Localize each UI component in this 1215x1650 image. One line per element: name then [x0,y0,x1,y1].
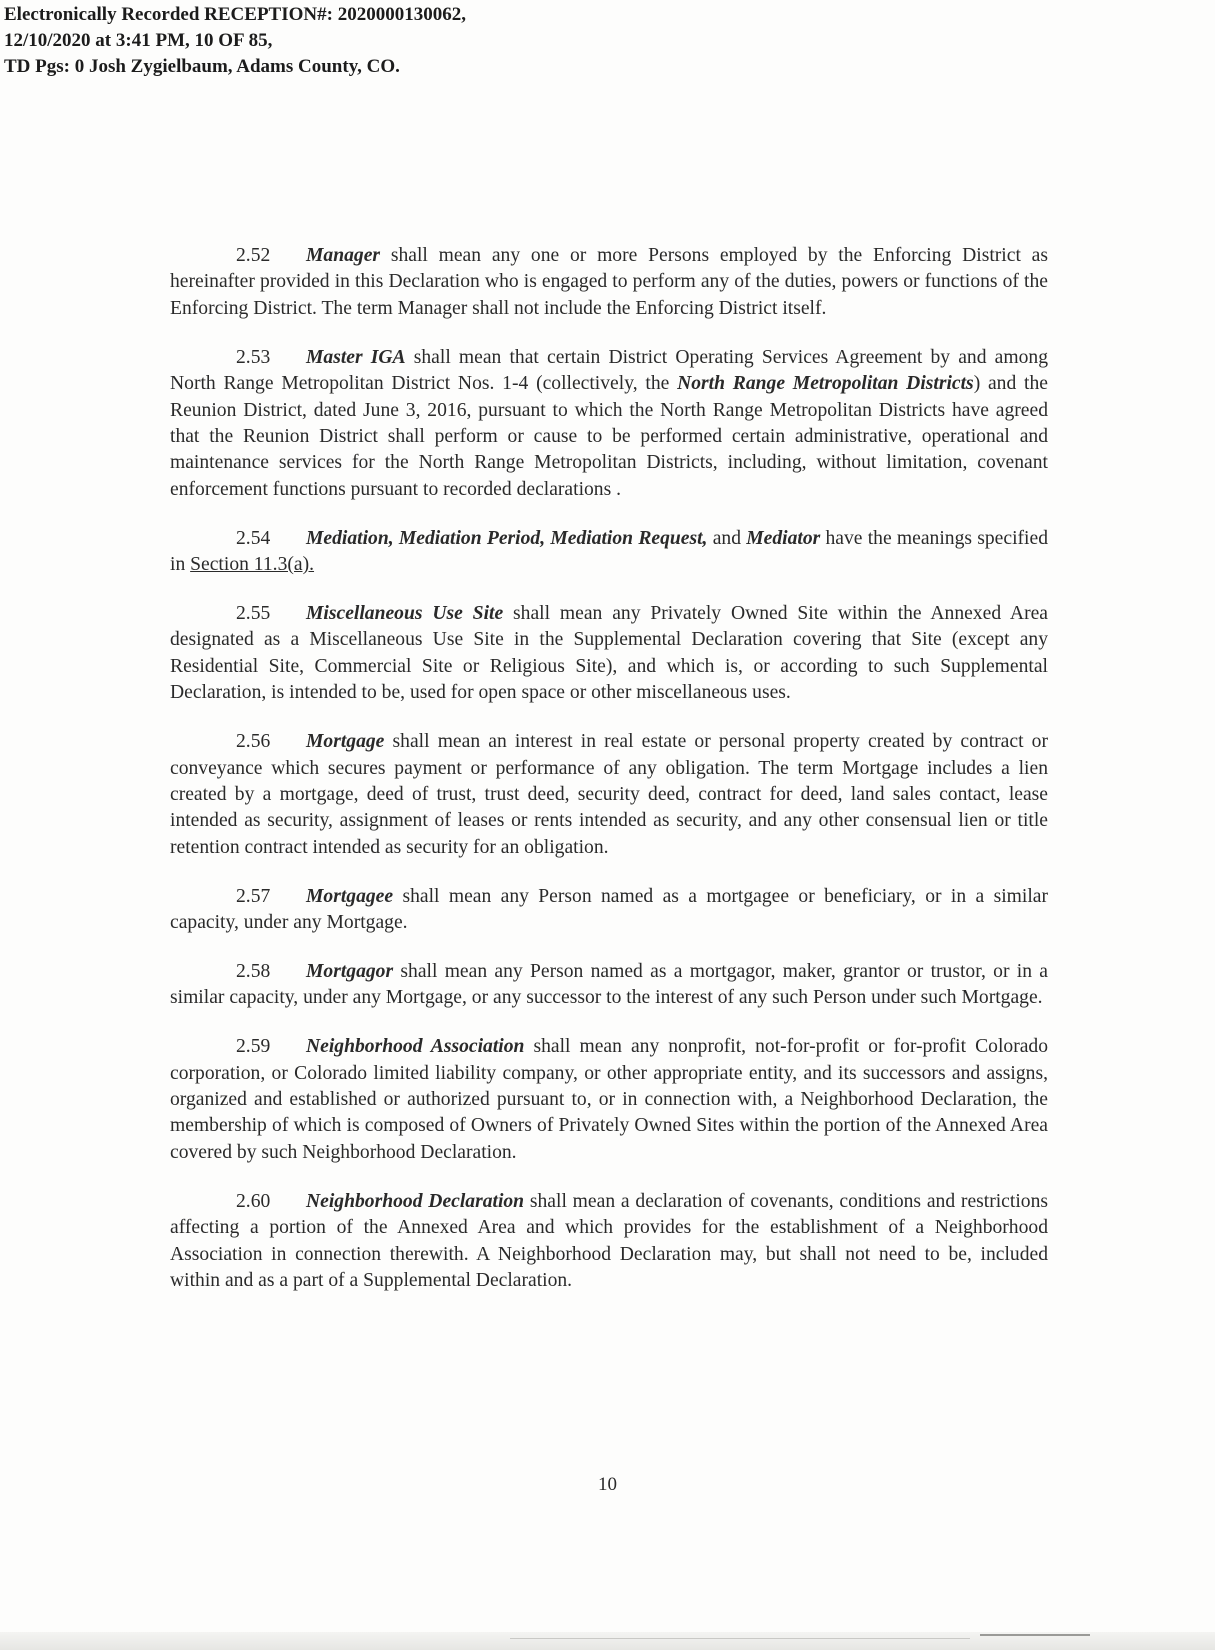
section-number: 2.52 [236,245,271,266]
defined-term: Neighborhood Declaration [306,1190,525,1212]
section-number: 2.54 [236,527,271,549]
stamp-line-2: 12/10/2020 at 3:41 PM, 10 OF 85, [4,30,273,51]
defined-term: Master IGA [306,346,406,368]
defined-term: Mortgage [306,731,385,753]
section-number: 2.55 [236,602,271,624]
definition-2-59 [170,1034,1048,1166]
definition-2-56 [170,729,1048,861]
defined-term: Mortgagee [306,885,394,907]
section-number: 2.56 [236,731,271,753]
definition-text: shall mean any nonprofit, not-for-profit or for-profit Colorado corporation, or Colorado limited liability company, or other appropriate entity, and its successors and assigns, organized and established or authorized pursuant to, or in connection with, a Neighborhood Declaration, the membership of which is composed of Owners of Privately Owned Sites within the portion of the Annexed Area covered by such Neighborhood Declaration. [170,1036,1049,1163]
defined-term: Neighborhood Association [306,1036,525,1058]
section-number: 2.59 [236,1036,271,1058]
section-number: 2.60 [236,1190,271,1212]
definition-2-53 [170,345,1048,503]
section-number: 2.53 [236,346,271,368]
definition-2-54 [170,526,1048,579]
document-body [170,243,1048,1317]
definition-text: shall mean any Person named as a mortgagee or beneficiary, or in a similar capacity, under any Mortgage. [170,885,1048,934]
definition-text: have the meanings specified in [170,527,1048,576]
definition-text: and [707,527,747,549]
definition-text: shall mean that certain District Operating Services Agreement by and among North Range Metropolitan District Nos. 1-4 (collectively, the [170,346,1048,395]
definition-text: shall mean any one or more Persons employed by the Enforcing District as hereinafter provided in this Declaration who is engaged to perform any of the duties, powers or functions of the Enforcing District. The term Manager shall not include the Enforcing District itself. [170,245,1048,319]
defined-term: Mediation, Mediation Period, Mediation Request, [306,527,708,549]
defined-term: Mediator [746,527,821,549]
defined-term: Miscellaneous Use Site [306,602,504,624]
definition-text: ) and the Reunion District, dated June 3, 2016, pursuant to which the North Range Metropolitan Districts have agreed that the Reunion District shall perform or cause to be performed certain administrative, operational and maintenance services for the North Range Metropolitan Districts, including, without limitation, covenant enforcement functions pursuant to recorded declarations . [170,373,1048,500]
section-reference-link[interactable]: Section 11.3(a). [190,554,315,576]
scan-artifact-line [510,1638,970,1639]
definition-2-55 [170,601,1048,707]
stamp-line-1: Electronically Recorded RECEPTION#: 2020000130062, [4,4,466,25]
defined-term: North Range Metropolitan Districts [677,373,974,395]
page-number: 10 [598,1474,617,1495]
recording-stamp [4,2,466,80]
scan-bottom-edge [0,1632,1215,1650]
stamp-line-3: TD Pgs: 0 Josh Zygielbaum, Adams County, CO. [4,56,400,77]
section-number: 2.57 [236,885,271,907]
defined-term: Manager [306,245,381,266]
definition-2-58 [170,959,1048,1012]
definition-text: shall mean a declaration of covenants, conditions and restrictions affecting a portion of the Annexed Area and which provides for the establishment of a Neighborhood Association in connection therewith. A Neighborhood Declaration may, but shall not need to be, included within and as a part of a Supplemental Declaration. [170,1190,1048,1291]
definition-2-57 [170,884,1048,937]
definition-text: shall mean any Person named as a mortgagor, maker, grantor or trustor, or in a similar capacity, under any Mortgage, or any successor to the interest of any such Person under such Mortgage. [170,960,1048,1009]
defined-term: Mortgagor [306,960,394,982]
section-number: 2.58 [236,960,271,982]
definition-text: shall mean an interest in real estate or personal property created by contract or conveyance which secures payment or performance of any obligation. The term Mortgage includes a lien created by a mortgage, deed of trust, trust deed, security deed, contract for deed, land sales contact, lease intended as security, assignment of leases or rents intended as security, and any other consensual lien or title retention contract intended as security for an obligation. [170,731,1048,858]
definition-2-52 [170,243,1048,322]
definition-text: shall mean any Privately Owned Site within the Annexed Area designated as a Miscellaneous Use Site in the Supplemental Declaration covering that Site (except any Residential Site, Commercial Site or Religious Site), and which is, or according to such Supplemental Declaration, is intended to be, used for open space or other miscellaneous uses. [170,602,1048,704]
scan-artifact-mark [980,1634,1090,1636]
definition-2-60 [170,1189,1048,1295]
